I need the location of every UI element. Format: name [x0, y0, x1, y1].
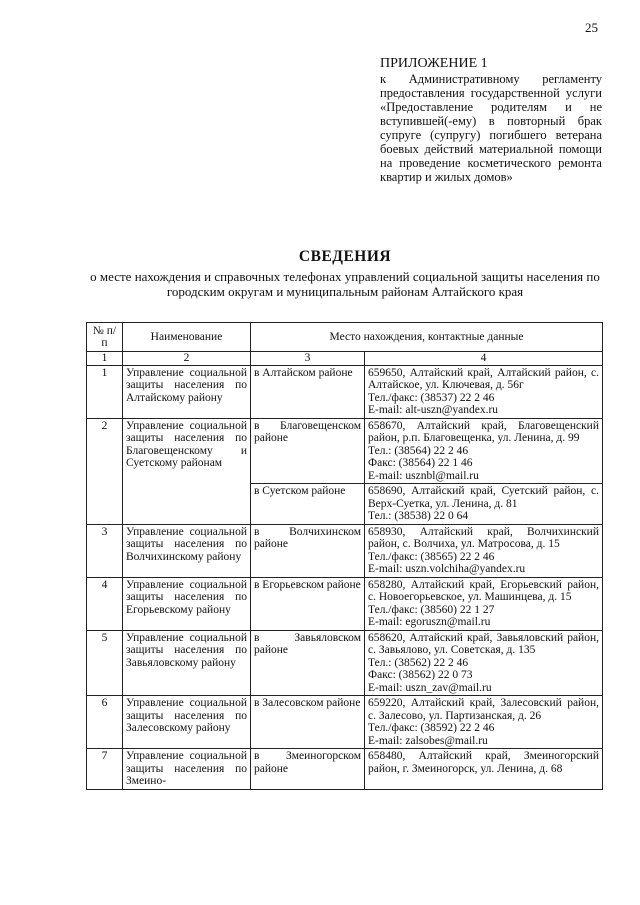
col-number: 2: [123, 352, 251, 366]
header-no: № п/п: [87, 323, 123, 352]
contact-line: Тел.: (38564) 22 2 46: [368, 444, 469, 457]
contact-details: [365, 418, 603, 484]
office-name: Управление социальной защиты населения по Завьяловскому району: [123, 630, 251, 696]
header-place: Место нахождения, контактные данные: [251, 323, 603, 352]
contact-line: 659650, Алтайский край, Алтайский район, с. Алтайское, ул. Ключевая, д. 56г: [368, 366, 599, 391]
office-name: Управление социальной защиты населения по Змеино-: [123, 749, 251, 790]
header-name: Наименование: [123, 323, 251, 352]
row-number: 2: [87, 418, 123, 524]
contact-details: [365, 577, 603, 630]
col-number: 4: [365, 352, 603, 366]
contact-line: Тел.: (38538) 22 0 64: [368, 510, 469, 522]
appendix-block: [380, 57, 602, 184]
offices-table-wrap: [86, 322, 603, 790]
contact-line: 658620, Алтайский край, Завьяловский район, с. Завьялово, ул. Советская, д. 135: [368, 631, 599, 656]
document-heading: [60, 248, 630, 299]
district-location: в Волчихинском районе: [251, 524, 365, 577]
row-number: 7: [87, 749, 123, 790]
table-body: [87, 365, 603, 789]
heading-title: СВЕДЕНИЯ: [298, 248, 392, 265]
contact-line: E-mail: uszn_zav@mail.ru: [368, 681, 492, 694]
contact-line: 658690, Алтайский край, Суетский район, с. Верх-Суетка, ул. Ленина, д. 81: [368, 485, 599, 510]
table-row: [87, 696, 603, 749]
district-location: в Благовещенском районе: [251, 418, 365, 484]
contact-line: E-mail: uszn.volchiha@yandex.ru: [368, 563, 526, 575]
contact-line: Факс: (38564) 22 1 46: [368, 457, 473, 469]
row-number: 5: [87, 630, 123, 696]
table-row: [87, 365, 603, 418]
offices-table: [86, 322, 603, 790]
contact-details: [365, 630, 603, 696]
contact-details: [365, 365, 603, 418]
table-row: [87, 418, 603, 484]
row-number: 4: [87, 577, 123, 630]
appendix-title: ПРИЛОЖЕНИЕ 1: [380, 56, 488, 71]
contact-line: E-mail: usznbl@mail.ru: [368, 469, 479, 482]
office-name: Управление социальной защиты населения по Егорьевскому району: [123, 577, 251, 630]
page-number: 25: [585, 20, 598, 35]
contact-line: 658280, Алтайский край, Егорьевский район, с. Новоегорьевское, ул. Машинцева, д. 15: [368, 578, 599, 603]
appendix-text: к Административному регламенту предоставления государственной услуги «Предоставление родителям и не вступившей(-ему) в повторный брак супруге (супругу) погибшего ветерана боевых действий материальной помощи на проведение косметического ремонта квартир и жилых домов»: [380, 72, 602, 184]
district-location: в Змеиногорском районе: [251, 749, 365, 790]
table-row: [87, 524, 603, 577]
office-name: Управление социальной защиты населения по Волчихинскому району: [123, 524, 251, 577]
contact-line: 659220, Алтайский край, Залесовский район, с. Залесово, ул. Партизанская, д. 26: [368, 697, 599, 722]
row-number: 1: [87, 365, 123, 418]
contact-details: [365, 696, 603, 749]
contact-line: E-mail: zalsobes@mail.ru: [368, 734, 488, 747]
table-row: [87, 749, 603, 790]
heading-subtitle: о месте нахождения и справочных телефонах управлений социальной защиты населения по городским округам и муниципальным районам Алтайского края: [90, 269, 600, 299]
contact-line: Тел./факс: (38565) 22 2 46: [368, 550, 495, 563]
contact-details: [365, 484, 603, 525]
district-location: в Залесовском районе: [251, 696, 365, 749]
district-location: в Суетском районе: [251, 484, 365, 525]
table-row: [87, 577, 603, 630]
district-location: в Алтайском районе: [251, 365, 365, 418]
office-name: Управление социальной защиты населения по Залесовскому району: [123, 696, 251, 749]
contact-details: [365, 749, 603, 790]
col-number: 1: [87, 352, 123, 366]
row-number: 3: [87, 524, 123, 577]
office-name: Управление социальной защиты населения по Благовещенскому и Суетскому районам: [123, 418, 251, 524]
contact-line: Тел./факс: (38537) 22 2 46: [368, 391, 495, 404]
table-row: [87, 630, 603, 696]
district-location: в Завьяловском районе: [251, 630, 365, 696]
contact-details: [365, 524, 603, 577]
row-number: 6: [87, 696, 123, 749]
contact-line: Факс: (38562) 22 0 73: [368, 669, 473, 681]
contact-line: 658480, Алтайский край, Змеиногорский район, г. Змеиногорск, ул. Ленина, д. 68: [368, 750, 599, 775]
contact-line: 658670, Алтайский край, Благовещенский район, р.п. Благовещенка, ул. Ленина, д. 99: [368, 419, 599, 444]
col-number: 3: [251, 352, 365, 366]
contact-line: E-mail: alt-uszn@yandex.ru: [368, 404, 499, 416]
contact-line: Тел./факс: (38560) 22 1 27: [368, 603, 495, 616]
contact-line: Тел.: (38562) 22 2 46: [368, 656, 469, 669]
office-name: Управление социальной защиты населения по Алтайскому району: [123, 365, 251, 418]
contact-line: 658930, Алтайский край, Волчихинский район, с. Волчиха, ул. Матросова, д. 15: [368, 525, 599, 550]
district-location: в Егорьевском районе: [251, 577, 365, 630]
contact-line: E-mail: egoruszn@mail.ru: [368, 616, 491, 628]
contact-line: Тел./факс: (38592) 22 2 46: [368, 722, 495, 734]
